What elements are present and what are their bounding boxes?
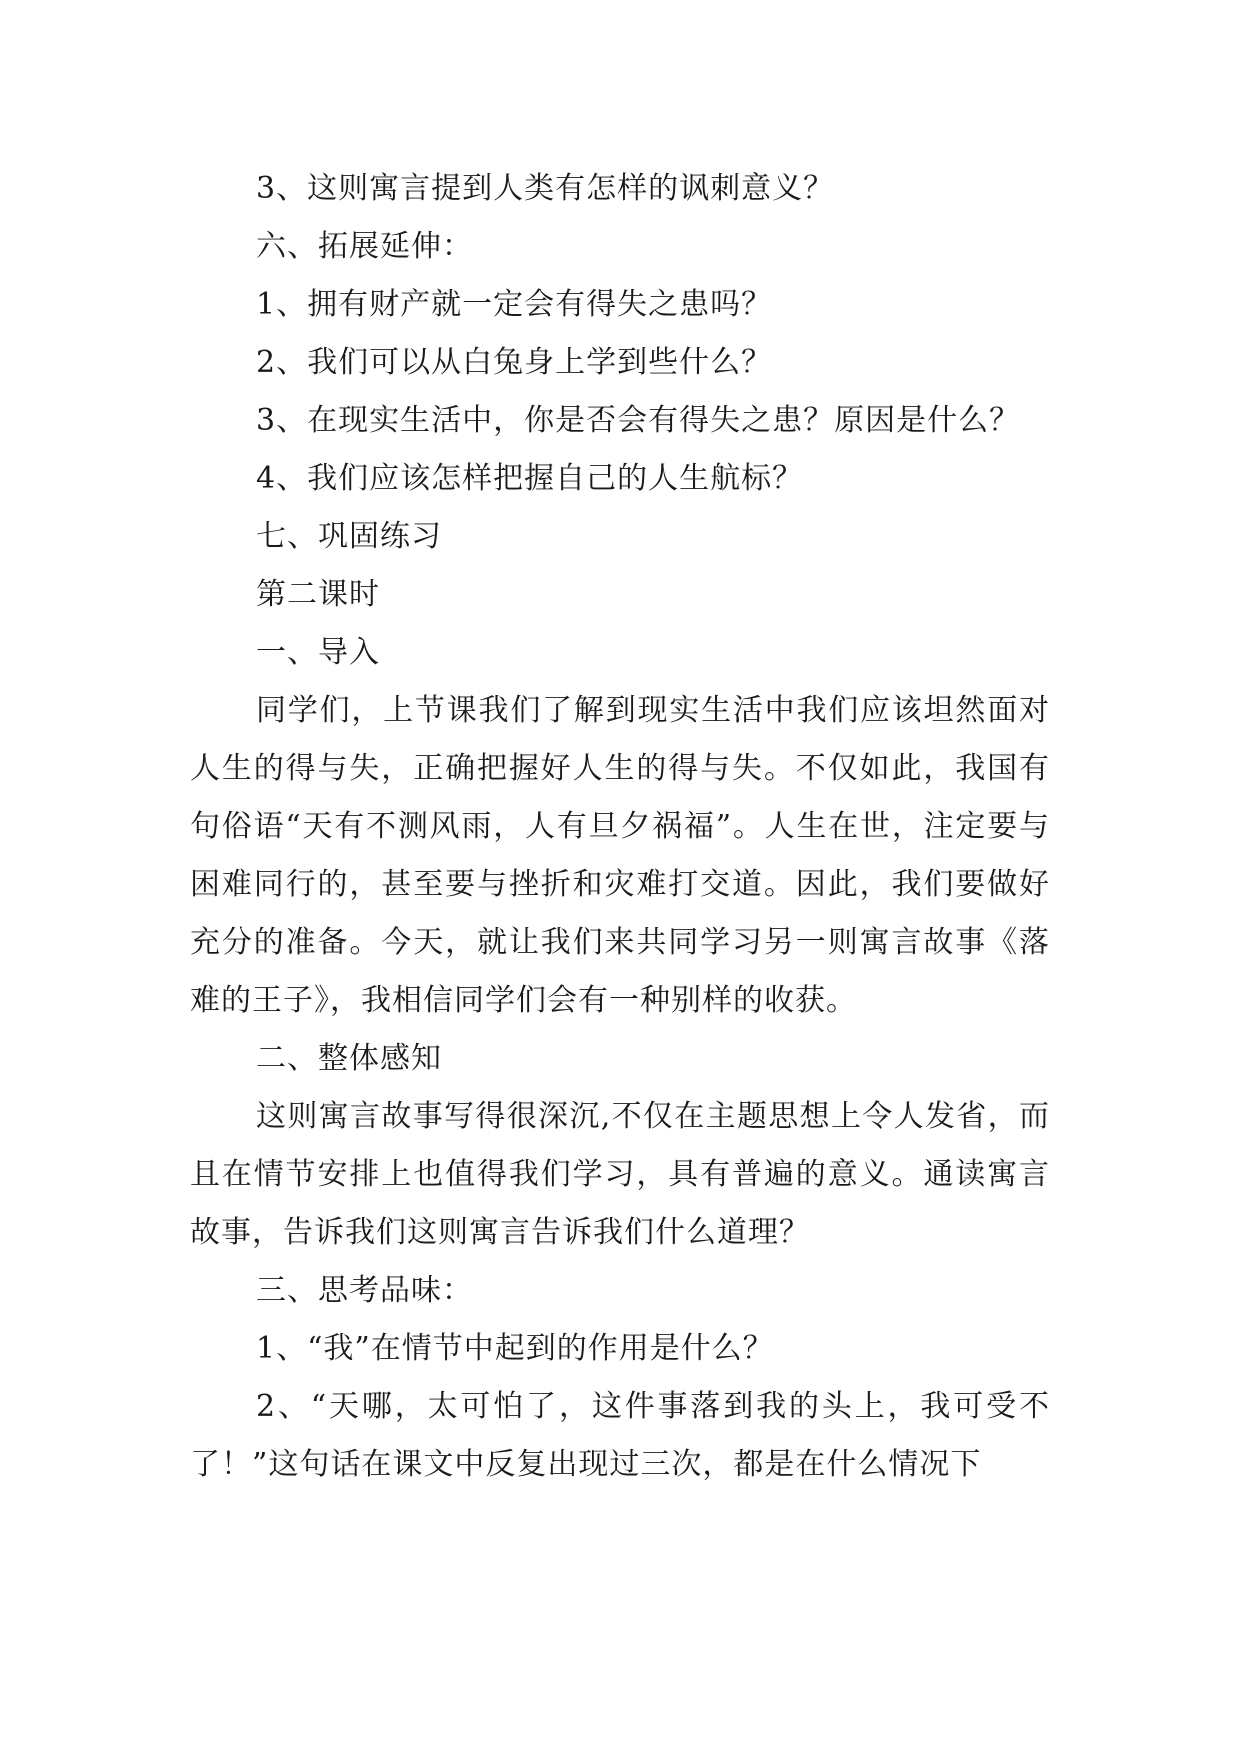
question-3-satire: 3、这则寓言提到人类有怎样的讽刺意义？ <box>256 171 835 206</box>
document-body <box>190 160 1050 1494</box>
section-heading-intro: 一、导入 <box>256 635 380 670</box>
think-question-2: 2、“天哪，太可怕了，这件事落到我的头上，我可受不了！”这句话在课文中反复出现过三次，都是在什么情况下 <box>190 1389 1050 1482</box>
paragraph-intro: 同学们，上节课我们了解到现实生活中我们应该坦然面对人生的得与失，正确把握好人生的得与失。不仅如此，我国有句俗语“天有不测风雨，人有旦夕祸福”。人生在世，注定要与困难同行的，甚至要与挫折和灾难打交道。因此，我们要做好充分的准备。今天，就让我们来共同学习另一则寓言故事《落难的王子》，我相信同学们会有一种别样的收获。 <box>190 693 1050 1018</box>
extension-question-2: 2、我们可以从白兔身上学到些什么？ <box>256 345 773 380</box>
extension-question-4: 4、我们应该怎样把握自己的人生航标？ <box>256 461 804 496</box>
paragraph-perceive: 这则寓言故事写得很深沉,不仅在主题思想上令人发省，而且在情节安排上也值得我们学习，具有普遍的意义。通读寓言故事，告诉我们这则寓言告诉我们什么道理？ <box>190 1099 1050 1250</box>
section-heading-extension: 六、拓展延伸： <box>256 229 473 264</box>
section-heading-perceive: 二、整体感知 <box>256 1041 442 1076</box>
section-heading-practice: 七、巩固练习 <box>256 519 442 554</box>
extension-question-1: 1、拥有财产就一定会有得失之患吗？ <box>256 287 773 322</box>
section-heading-think: 三、思考品味： <box>256 1273 473 1308</box>
lesson-two-title: 第二课时 <box>256 577 380 612</box>
think-question-1: 1、“我”在情节中起到的作用是什么？ <box>256 1331 774 1366</box>
extension-question-3: 3、在现实生活中，你是否会有得失之患？原因是什么？ <box>256 403 1021 438</box>
